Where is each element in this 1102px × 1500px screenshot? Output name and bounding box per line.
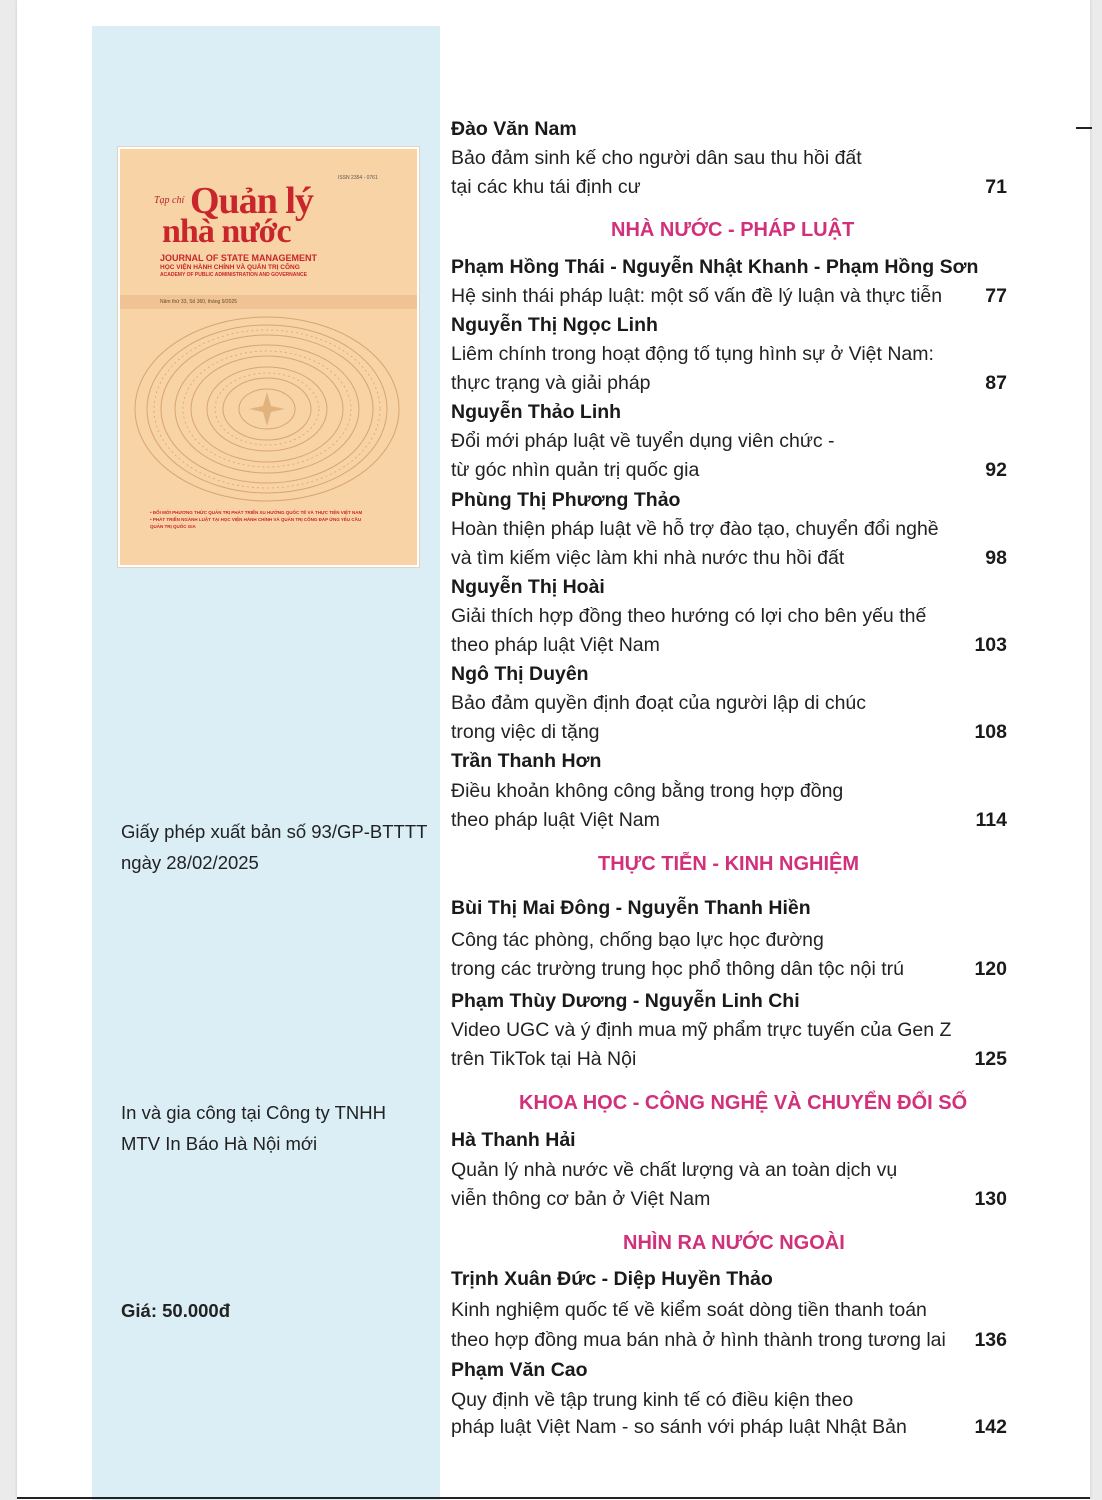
cover-tap-chi: Tạp chí [154, 195, 185, 206]
toc-page-number: 136 [974, 1329, 1007, 1351]
price: Giá: 50.000đ [121, 1300, 231, 1321]
toc-page-number: 71 [985, 176, 1007, 198]
toc-title-line: Bảo đảm quyền định đoạt của người lập di chúc [451, 692, 867, 714]
toc-title-line: Đổi mới pháp luật về tuyển dụng viên chức - [451, 430, 835, 452]
toc-page-number: 92 [985, 459, 1007, 481]
toc-author: Hà Thanh Hải [451, 1129, 576, 1151]
toc-title-line: thực trạng và giải pháp [451, 372, 651, 394]
toc-author: Đào Văn Nam [451, 118, 577, 140]
toc-title-line: Quy định về tập trung kinh tế có điều kiện theo [451, 1389, 854, 1411]
toc-title-line: pháp luật Việt Nam - so sánh với pháp luật Nhật Bản [451, 1416, 907, 1438]
toc-page-number: 103 [974, 634, 1007, 656]
toc-page-number: 142 [974, 1416, 1007, 1438]
toc-title-line: Video UGC và ý định mua mỹ phẩm trực tuyến của Gen Z [451, 1019, 952, 1041]
bottom-rule [17, 1497, 1090, 1499]
printer-line-2: MTV In Báo Hà Nội mới [121, 1133, 318, 1154]
toc-title-line: theo hợp đồng mua bán nhà ở hình thành trong tương lai [451, 1329, 946, 1351]
cover-subtitle-en2: ACADEMY OF PUBLIC ADMINISTRATION AND GOVERNANCE [160, 272, 307, 278]
cover-subtitle-en: JOURNAL OF STATE MANAGEMENT [160, 253, 317, 263]
toc-author: Trịnh Xuân Đức - Diệp Huyền Thảo [451, 1268, 773, 1290]
toc-author: Nguyễn Thị Ngọc Linh [451, 314, 658, 336]
toc-author: Phạm Hồng Thái - Nguyễn Nhật Khanh - Phạm Hồng Sơn [451, 256, 979, 278]
section-heading: KHOA HỌC - CÔNG NGHỆ VÀ CHUYỂN ĐỔI SỐ [519, 1092, 968, 1114]
toc-page-number: 130 [974, 1188, 1007, 1210]
cover-bullet-2: • PHÁT TRIỂN NGÀNH LUẬT TẠI HỌC VIỆN HÀNH CHÍNH VÀ QUẢN TRỊ CÔNG ĐÁP ỨNG YÊU CẦU QUẢN TRỊ QUỐC GIA [150, 517, 362, 529]
toc-title-line: theo pháp luật Việt Nam [451, 634, 660, 656]
toc-title-line: từ góc nhìn quản trị quốc gia [451, 459, 700, 481]
cover-bullets [150, 509, 370, 530]
toc-title-line: theo pháp luật Việt Nam [451, 809, 660, 831]
toc-title-line: và tìm kiếm việc làm khi nhà nước thu hồi đất [451, 547, 845, 569]
printer-info [121, 1097, 386, 1159]
toc-title-line: viễn thông cơ bản ở Việt Nam [451, 1188, 711, 1210]
toc-title-line: Quản lý nhà nước về chất lượng và an toàn dịch vụ [451, 1159, 898, 1181]
journal-cover-image [118, 147, 419, 567]
toc-title-line: Bảo đảm sinh kế cho người dân sau thu hồi đất [451, 147, 862, 169]
toc-title-line: trong việc di tặng [451, 721, 600, 743]
toc-author: Nguyễn Thị Hoài [451, 576, 605, 598]
section-heading: NHÀ NƯỚC - PHÁP LUẬT [611, 219, 855, 241]
margin-mark [1076, 127, 1092, 129]
toc-author: Ngô Thị Duyên [451, 663, 589, 685]
toc-page-number: 108 [974, 721, 1007, 743]
toc-page-number: 77 [985, 285, 1007, 307]
toc-page-number: 98 [985, 547, 1007, 569]
toc-title-line: Công tác phòng, chống bạo lực học đường [451, 929, 824, 951]
toc-page-number: 87 [985, 372, 1007, 394]
cover-bullet-1: • ĐỔI MỚI PHƯƠNG THỨC QUẢN TRỊ PHÁT TRIỂN XU HƯỚNG QUỐC TẾ VÀ THỰC TIỄN VIỆT NAM [150, 510, 363, 515]
license-line-2: ngày 28/02/2025 [121, 852, 259, 873]
toc-author: Nguyễn Thảo Linh [451, 401, 622, 423]
cover-subtitle-vn: HỌC VIỆN HÀNH CHÍNH VÀ QUẢN TRỊ CÔNG [160, 264, 300, 271]
section-heading: THỰC TIỄN - KINH NGHIỆM [598, 853, 860, 875]
cover-issue: Năm thứ 33, Số 360, tháng 9/2025 [160, 299, 238, 305]
toc-title-line: Liêm chính trong hoạt động tố tụng hình sự ở Việt Nam: [451, 343, 934, 365]
toc-title-line: Hoàn thiện pháp luật về hỗ trợ đào tạo, chuyển đổi nghề [451, 518, 939, 540]
printer-line-1: In và gia công tại Công ty TNHH [121, 1102, 386, 1123]
toc-page-number: 114 [975, 809, 1007, 831]
license-line-1: Giấy phép xuất bản số 93/GP-BTTTT [121, 821, 428, 842]
cover-title-line1: Quản lý [190, 180, 313, 222]
toc-title-line: Giải thích hợp đồng theo hướng có lợi cho bên yếu thế [451, 605, 927, 627]
toc-title-line: trong các trường trung học phổ thông dân tộc nội trú [451, 958, 904, 980]
toc-title-line: Điều khoản không công bằng trong hợp đồng [451, 780, 844, 802]
section-heading: NHÌN RA NƯỚC NGOÀI [623, 1232, 845, 1254]
toc-author: Bùi Thị Mai Đông - Nguyễn Thanh Hiền [451, 897, 811, 919]
toc-page-number: 120 [974, 958, 1007, 980]
toc-title-line: tại các khu tái định cư [451, 176, 641, 198]
license-info [121, 816, 427, 878]
toc-author: Trần Thanh Hơn [451, 750, 602, 772]
toc-author: Phạm Thùy Dương - Nguyễn Linh Chi [451, 990, 800, 1012]
cover-issn: ISSN 2354 - 0761 [338, 175, 378, 181]
toc-author: Phạm Văn Cao [451, 1359, 588, 1381]
cover-title-line2: nhà nước [162, 213, 291, 250]
toc-author: Phùng Thị Phương Thảo [451, 489, 681, 511]
toc-page-number: 125 [974, 1048, 1007, 1070]
toc-title-line: Kinh nghiệm quốc tế về kiểm soát dòng tiền thanh toán [451, 1299, 927, 1321]
toc-title-line: trên TikTok tại Hà Nội [451, 1048, 637, 1070]
bronze-drum-icon [130, 314, 405, 504]
toc-title-line: Hệ sinh thái pháp luật: một số vấn đề lý luận và thực tiễn [451, 285, 943, 307]
